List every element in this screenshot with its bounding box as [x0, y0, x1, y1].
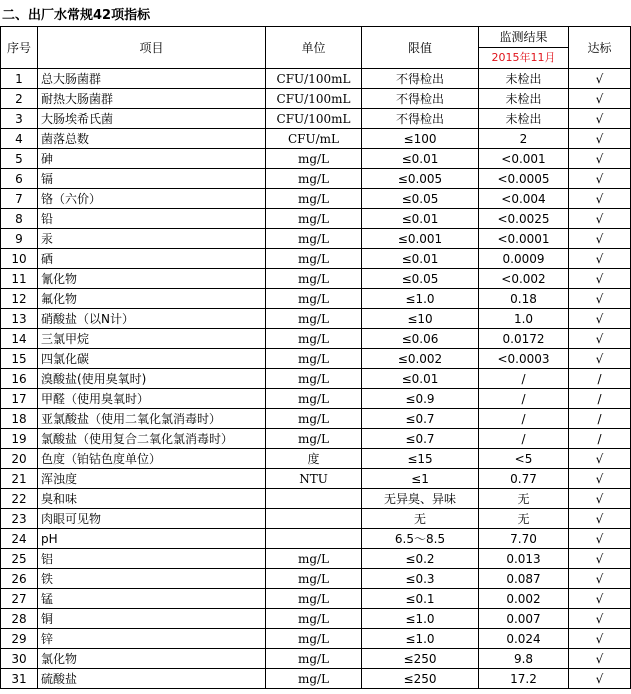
row-index: 27 [1, 589, 38, 609]
row-limit: ≤1.0 [362, 609, 479, 629]
row-item: 铜 [38, 609, 266, 629]
row-pass: √ [569, 509, 631, 529]
row-item: 镉 [38, 169, 266, 189]
row-limit: ≤0.01 [362, 209, 479, 229]
row-unit: mg/L [266, 269, 362, 289]
row-item: 氯化物 [38, 649, 266, 669]
row-result: 未检出 [479, 69, 569, 89]
row-index: 11 [1, 269, 38, 289]
row-pass: √ [569, 269, 631, 289]
row-limit: ≤0.7 [362, 429, 479, 449]
row-index: 22 [1, 489, 38, 509]
row-item: 汞 [38, 229, 266, 249]
row-pass: √ [569, 609, 631, 629]
row-item: 砷 [38, 149, 266, 169]
row-index: 15 [1, 349, 38, 369]
row-unit: CFU/100mL [266, 69, 362, 89]
row-index: 6 [1, 169, 38, 189]
row-result: <5 [479, 449, 569, 469]
row-index: 19 [1, 429, 38, 449]
row-limit: ≤0.01 [362, 149, 479, 169]
page-title: 二、出厂水常规42项指标 [2, 8, 151, 23]
table-row [1, 649, 631, 669]
row-limit: ≤0.05 [362, 269, 479, 289]
row-pass: √ [569, 329, 631, 349]
header-result-date: 2015年11月 [479, 48, 569, 69]
row-unit [266, 509, 362, 529]
row-index: 30 [1, 649, 38, 669]
table-row [1, 389, 631, 409]
row-limit: ≤0.9 [362, 389, 479, 409]
row-pass: / [569, 429, 631, 449]
row-unit: mg/L [266, 389, 362, 409]
row-item: 铝 [38, 549, 266, 569]
row-index: 29 [1, 629, 38, 649]
row-limit: ≤0.01 [362, 249, 479, 269]
table-row [1, 209, 631, 229]
row-pass: √ [569, 69, 631, 89]
header-pass: 达标 [569, 27, 631, 69]
row-item: 甲醛（使用臭氧时） [38, 389, 266, 409]
row-unit: mg/L [266, 289, 362, 309]
header-item: 项目 [38, 27, 266, 69]
row-item: 菌落总数 [38, 129, 266, 149]
row-unit [266, 529, 362, 549]
row-pass: √ [569, 189, 631, 209]
row-limit: 不得检出 [362, 69, 479, 89]
row-index: 12 [1, 289, 38, 309]
row-index: 8 [1, 209, 38, 229]
row-index: 3 [1, 109, 38, 129]
row-result: 9.8 [479, 649, 569, 669]
row-index: 17 [1, 389, 38, 409]
row-limit: ≤1 [362, 469, 479, 489]
header-limit: 限值 [362, 27, 479, 69]
row-pass: √ [569, 449, 631, 469]
row-unit: mg/L [266, 169, 362, 189]
row-result: 0.18 [479, 289, 569, 309]
row-pass: √ [569, 289, 631, 309]
table-row [1, 589, 631, 609]
row-item: 色度（铂钴色度单位） [38, 449, 266, 469]
row-result: 0.0172 [479, 329, 569, 349]
row-index: 7 [1, 189, 38, 209]
table-row [1, 429, 631, 449]
row-result: 1.0 [479, 309, 569, 329]
row-result: / [479, 409, 569, 429]
table-row [1, 109, 631, 129]
row-limit: ≤0.002 [362, 349, 479, 369]
row-unit: mg/L [266, 189, 362, 209]
row-pass: √ [569, 89, 631, 109]
table-row [1, 349, 631, 369]
header-unit: 单位 [266, 27, 362, 69]
row-result: 无 [479, 489, 569, 509]
row-item: 浑浊度 [38, 469, 266, 489]
row-result: <0.0025 [479, 209, 569, 229]
row-item: 氰化物 [38, 269, 266, 289]
row-unit: CFU/100mL [266, 89, 362, 109]
row-limit: 6.5～8.5 [362, 529, 479, 549]
row-result: / [479, 369, 569, 389]
row-item: 铁 [38, 569, 266, 589]
row-pass: √ [569, 649, 631, 669]
row-result: / [479, 429, 569, 449]
row-result: <0.0005 [479, 169, 569, 189]
row-index: 2 [1, 89, 38, 109]
row-unit: mg/L [266, 409, 362, 429]
row-unit: mg/L [266, 589, 362, 609]
row-index: 10 [1, 249, 38, 269]
row-result: 0.0009 [479, 249, 569, 269]
row-item: 硒 [38, 249, 266, 269]
row-result: <0.004 [479, 189, 569, 209]
row-index: 16 [1, 369, 38, 389]
table-row [1, 409, 631, 429]
row-result: 0.024 [479, 629, 569, 649]
row-result: / [479, 389, 569, 409]
row-result: 0.002 [479, 589, 569, 609]
row-pass: √ [569, 489, 631, 509]
row-limit: ≤0.3 [362, 569, 479, 589]
row-limit: 不得检出 [362, 89, 479, 109]
table-row [1, 289, 631, 309]
row-limit: 不得检出 [362, 109, 479, 129]
row-pass: √ [569, 629, 631, 649]
row-item: 亚氯酸盐（使用二氧化氯消毒时） [38, 409, 266, 429]
row-unit: mg/L [266, 569, 362, 589]
table-row [1, 529, 631, 549]
table-row [1, 329, 631, 349]
row-index: 5 [1, 149, 38, 169]
row-limit: 无异臭、异味 [362, 489, 479, 509]
row-limit: ≤0.06 [362, 329, 479, 349]
row-pass: √ [569, 669, 631, 689]
row-item: pH [38, 529, 266, 549]
row-index: 31 [1, 669, 38, 689]
table-row [1, 309, 631, 329]
row-item: 臭和味 [38, 489, 266, 509]
row-result: <0.0001 [479, 229, 569, 249]
row-item: 铅 [38, 209, 266, 229]
row-pass: √ [569, 469, 631, 489]
row-limit: ≤250 [362, 669, 479, 689]
row-item: 总大肠菌群 [38, 69, 266, 89]
row-pass: √ [569, 349, 631, 369]
row-unit: mg/L [266, 649, 362, 669]
table-row [1, 569, 631, 589]
row-pass: √ [569, 229, 631, 249]
row-index: 24 [1, 529, 38, 549]
row-unit: mg/L [266, 209, 362, 229]
row-limit: 无 [362, 509, 479, 529]
row-unit: mg/L [266, 229, 362, 249]
row-index: 13 [1, 309, 38, 329]
table-row [1, 249, 631, 269]
row-unit: mg/L [266, 549, 362, 569]
row-unit: mg/L [266, 669, 362, 689]
row-pass: √ [569, 109, 631, 129]
row-pass: √ [569, 549, 631, 569]
row-unit: mg/L [266, 609, 362, 629]
row-unit: CFU/mL [266, 129, 362, 149]
row-item: 氟化物 [38, 289, 266, 309]
table-row [1, 69, 631, 89]
row-limit: ≤10 [362, 309, 479, 329]
row-pass: √ [569, 309, 631, 329]
table-row [1, 149, 631, 169]
row-index: 21 [1, 469, 38, 489]
row-pass: √ [569, 529, 631, 549]
row-unit: 度 [266, 449, 362, 469]
row-pass: √ [569, 149, 631, 169]
table-row [1, 449, 631, 469]
header-index: 序号 [1, 27, 38, 69]
row-result: 7.70 [479, 529, 569, 549]
row-item: 四氯化碳 [38, 349, 266, 369]
row-pass: √ [569, 209, 631, 229]
row-unit: mg/L [266, 349, 362, 369]
table-row [1, 369, 631, 389]
row-result: 未检出 [479, 89, 569, 109]
row-index: 18 [1, 409, 38, 429]
row-item: 三氯甲烷 [38, 329, 266, 349]
row-index: 25 [1, 549, 38, 569]
row-unit: mg/L [266, 309, 362, 329]
row-unit: NTU [266, 469, 362, 489]
row-item: 硫酸盐 [38, 669, 266, 689]
row-unit: CFU/100mL [266, 109, 362, 129]
row-result: 0.013 [479, 549, 569, 569]
row-index: 4 [1, 129, 38, 149]
row-limit: ≤1.0 [362, 289, 479, 309]
row-limit: ≤0.7 [362, 409, 479, 429]
row-limit: ≤0.01 [362, 369, 479, 389]
row-limit: ≤1.0 [362, 629, 479, 649]
row-result: 17.2 [479, 669, 569, 689]
row-index: 26 [1, 569, 38, 589]
row-result: <0.0003 [479, 349, 569, 369]
row-result: <0.001 [479, 149, 569, 169]
row-limit: ≤100 [362, 129, 479, 149]
row-unit: mg/L [266, 629, 362, 649]
row-pass: √ [569, 249, 631, 269]
row-result: 0.087 [479, 569, 569, 589]
table-row [1, 229, 631, 249]
row-item: 锌 [38, 629, 266, 649]
row-limit: ≤0.05 [362, 189, 479, 209]
row-unit: mg/L [266, 429, 362, 449]
table-row [1, 549, 631, 569]
row-limit: ≤0.2 [362, 549, 479, 569]
row-result: 未检出 [479, 109, 569, 129]
row-pass: √ [569, 589, 631, 609]
row-item: 耐热大肠菌群 [38, 89, 266, 109]
table-row [1, 469, 631, 489]
row-pass: / [569, 409, 631, 429]
row-index: 1 [1, 69, 38, 89]
table-row [1, 509, 631, 529]
table-row [1, 629, 631, 649]
row-item: 溴酸盐(使用臭氧时) [38, 369, 266, 389]
header-result: 监测结果 [479, 27, 569, 48]
row-result: 0.77 [479, 469, 569, 489]
row-pass: √ [569, 569, 631, 589]
row-index: 9 [1, 229, 38, 249]
table-row [1, 609, 631, 629]
row-pass: / [569, 389, 631, 409]
table-row [1, 89, 631, 109]
table-row [1, 169, 631, 189]
row-unit: mg/L [266, 249, 362, 269]
row-limit: ≤0.1 [362, 589, 479, 609]
row-limit: ≤250 [362, 649, 479, 669]
row-item: 大肠埃希氏菌 [38, 109, 266, 129]
row-unit: mg/L [266, 329, 362, 349]
row-limit: ≤0.001 [362, 229, 479, 249]
table-row [1, 129, 631, 149]
row-item: 锰 [38, 589, 266, 609]
row-item: 肉眼可见物 [38, 509, 266, 529]
row-index: 23 [1, 509, 38, 529]
table-row [1, 189, 631, 209]
table-row [1, 669, 631, 689]
row-unit: mg/L [266, 369, 362, 389]
row-result: 无 [479, 509, 569, 529]
row-result: 2 [479, 129, 569, 149]
row-limit: ≤15 [362, 449, 479, 469]
row-index: 20 [1, 449, 38, 469]
row-item: 氯酸盐（使用复合二氧化氯消毒时） [38, 429, 266, 449]
table-row [1, 269, 631, 289]
row-result: <0.002 [479, 269, 569, 289]
row-unit: mg/L [266, 149, 362, 169]
row-limit: ≤0.005 [362, 169, 479, 189]
table-body [1, 69, 631, 689]
row-item: 铬（六价） [38, 189, 266, 209]
row-result: 0.007 [479, 609, 569, 629]
water-quality-table [0, 26, 631, 689]
row-unit [266, 489, 362, 509]
row-pass: √ [569, 129, 631, 149]
row-index: 28 [1, 609, 38, 629]
row-item: 硝酸盐（以N计） [38, 309, 266, 329]
table-row [1, 489, 631, 509]
row-pass: / [569, 369, 631, 389]
row-index: 14 [1, 329, 38, 349]
row-pass: √ [569, 169, 631, 189]
